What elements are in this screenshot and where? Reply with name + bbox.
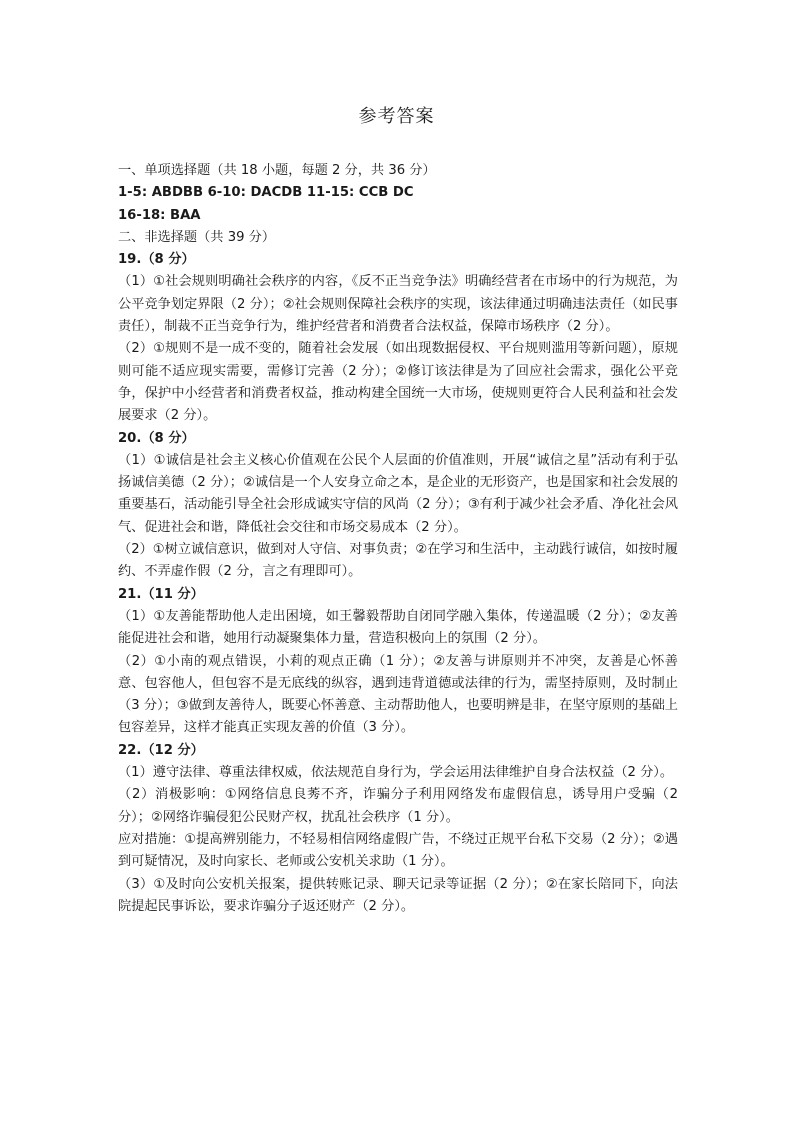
q20-part1: （1）①诚信是社会主义核心价值观在公民个人层面的价值准则，开展“诚信之星”活动有利于弘扬诚信美德（2 分）；②诚信是一个人安身立命之本，是企业的无形资产，也是国家和社会发展的重要基石，活动能引导全社会形成诚实守信的风尚（2 分）；③有利于减少社会矛盾、净化社会风气、促进社会和谐，降低社会交往和市场交易成本（2 分）。 (118, 452, 678, 535)
q21-part1: （1）①友善能帮助他人走出困境，如王馨毅帮助自闭同学融入集体，传递温暖（2 分）；②友善能促进社会和谐，她用行动凝聚集体力量，营造积极向上的氛围（2 分）。 (118, 608, 678, 647)
q21-label: 21.（11 分） (118, 586, 204, 602)
section1-heading: 一、单项选择题（共 18 小题，每题 2 分，共 36 分） (118, 163, 436, 178)
q20-part2: （2）①树立诚信意识，做到对人守信、对事负责；②在学习和生活中，主动践行诚信，如按时履约、不弄虚作假（2 分，言之有理即可）。 (118, 542, 678, 580)
answer-content (118, 160, 678, 918)
section2-heading: 二、非选择题（共 39 分） (118, 229, 276, 245)
q22-label: 22.（12 分） (118, 742, 204, 758)
mc-answers-line2: 16-18: BAA (118, 207, 201, 223)
q22-part3: （3）①及时向公安机关报案，提供转账记录、聊天记录等证据（2 分）；②在家长陪同下，向法院提起民事诉讼，要求诈骗分子返还财产（2 分）。 (118, 876, 678, 914)
q20-label: 20.（8 分） (118, 430, 195, 446)
q21-part2: （2）①小南的观点错误，小莉的观点正确（1 分）；②友善与讲原则并不冲突，友善是心怀善意、包容他人，但包容不是无底线的纵容，遇到违背道德或法律的行为，需坚持原则，及时制止（3 分）；③做到友善待人，既要心怀善意、主动帮助他人，也要明辨是非，在坚守原则的基础上包容差异，这样才能真正实现友善的价值（3 分）。 (118, 653, 678, 736)
q22-part1: （1）遵守法律、尊重法律权威，依法规范自身行为，学会运用法律维护自身合法权益（2 分）。 (118, 765, 674, 781)
mc-answers-line1: 1-5: ABDBB 6-10: DACDB 11-15: CCB DC (118, 185, 414, 201)
q22-measures: 应对措施：①提高辨别能力，不轻易相信网络虚假广告，不绕过正规平台私下交易（2 分）；②遇到可疑情况，及时向家长、老师或公安机关求助（1 分）。 (118, 831, 678, 870)
q19-part1: （1）①社会规则明确社会秩序的内容，《反不正当竞争法》明确经营者在市场中的行为规范，为公平竞争划定界限（2 分）；②社会规则保障社会秩序的实现，该法律通过明确违法责任（如民事责任），制裁不正当竞争行为，维护经营者和消费者合法权益，保障市场秩序（2 分）。 (118, 274, 678, 335)
q22-part2: （2）消极影响：①网络信息良莠不齐，诈骗分子利用网络发布虚假信息，诱导用户受骗（2 分）；②网络诈骗侵犯公民财产权，扰乱社会秩序（1 分）。 (118, 787, 678, 825)
q19-label: 19.（8 分） (118, 252, 195, 268)
q19-part2: （2）①规则不是一成不变的，随着社会发展（如出现数据侵权、平台规则滥用等新问题），原规则可能不适应现实需要，需修订完善（2 分）；②修订该法律是为了回应社会需求，强化公平竞争，保护中小经营者和消费者权益，推动构建全国统一大市场，使规则更符合人民利益和社会发展要求（2 分）。 (118, 341, 678, 424)
page-title: 参考答案 (358, 106, 435, 127)
